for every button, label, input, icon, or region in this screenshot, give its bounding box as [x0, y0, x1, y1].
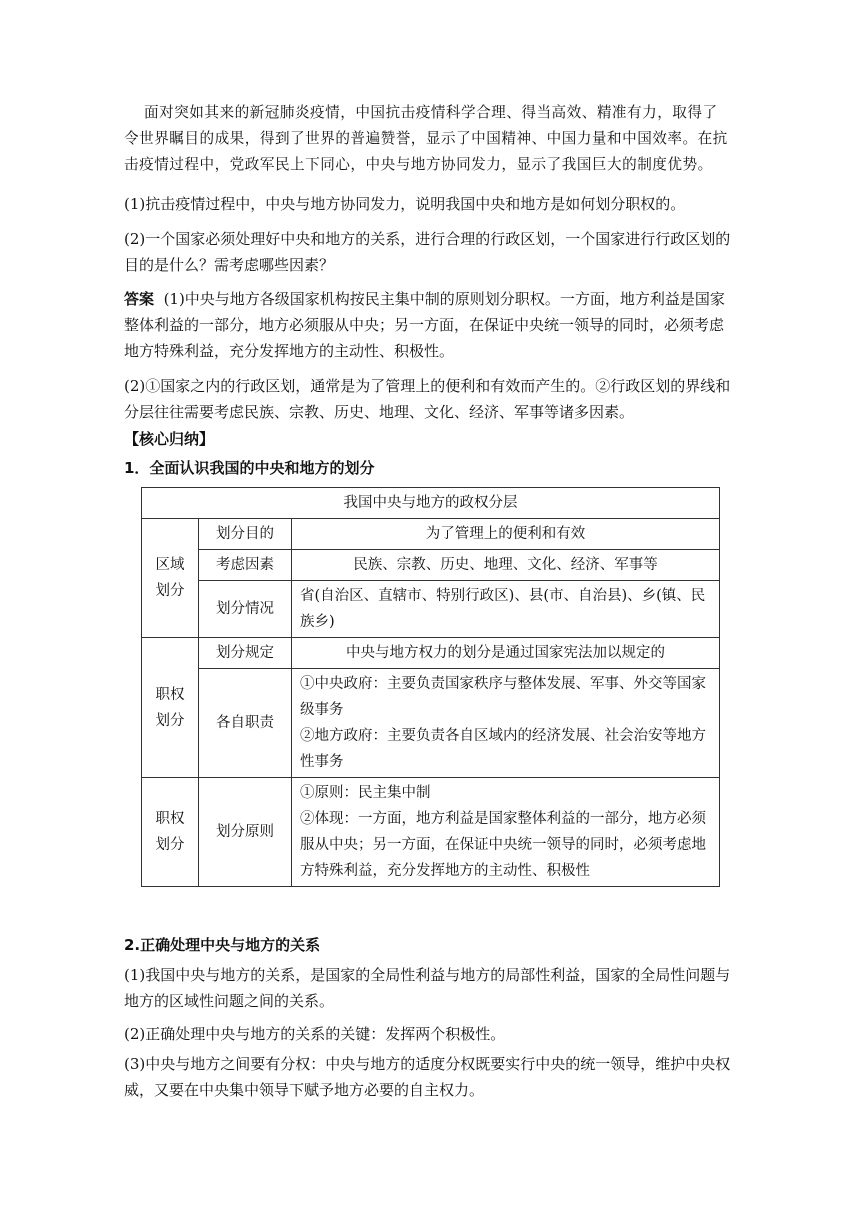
table-value-line: ②体现：一方面，地方利益是国家整体利益的一部分，地方必须 [300, 811, 706, 827]
table-row [142, 488, 720, 519]
table-value-line: ①原则：民主集中制 [300, 785, 431, 801]
section-1-heading: 1．全面认识我国的中央和地方的划分 [124, 459, 375, 477]
question-1 [124, 191, 764, 217]
table-key: 考虑因素 [199, 550, 292, 581]
table-value: 民族、宗教、历史、地理、文化、经济、军事等 [292, 550, 720, 581]
table-value-line: 方特殊利益，充分发挥地方的主动性、积极性 [300, 863, 590, 879]
table-value [292, 669, 720, 778]
table-key: 划分情况 [199, 581, 292, 638]
table-key: 划分目的 [199, 519, 292, 550]
answer-part-2 [124, 373, 764, 425]
answer-line [124, 286, 764, 312]
answer-label: 答案 [124, 290, 155, 308]
table-key: 划分规定 [199, 638, 292, 669]
answer-text: 整体利益的一部分，地方必须服从中央；另一方面，在保证中央统一领导的同时，必须考虑 [124, 316, 725, 334]
table-value [292, 778, 720, 887]
core-heading: 【核心归纳】 [124, 430, 215, 448]
answer-text: 分层往往需要考虑民族、宗教、历史、地理、文化、经济、军事等诸多因素。 [124, 403, 635, 421]
table-value-line: 省(自治区、直辖市、特别行政区)、县(市、自治县)、乡(镇、民 [300, 588, 706, 604]
table-value [292, 581, 720, 638]
answer-text: (1)中央与地方各级国家机构按民主集中制的原则划分职权。一方面，地方利益是国家 [163, 290, 725, 308]
table-value-line: 级事务 [300, 702, 344, 718]
question-2-text: (2)一个国家必须处理好中央和地方的关系，进行合理的行政区划，一个国家进行行政区划的 [124, 230, 731, 248]
table-row [142, 550, 720, 581]
answer-text: 地方特殊利益，充分发挥地方的主动性、积极性。 [124, 342, 455, 360]
section-2-point-3 [124, 1051, 764, 1103]
power-label: 职权划分 [142, 778, 199, 887]
intro-line: 面对突如其来的新冠肺炎疫情，中国抗击疫情科学合理、得当高效、精准有力，取得了 [144, 104, 718, 121]
section-2-point-2 [124, 1021, 505, 1047]
question-1-text: (1)抗击疫情过程中，中央与地方协同发力，说明我国中央和地方是如何划分职权的。 [124, 195, 686, 213]
table-value-line: 族乡) [300, 614, 335, 630]
section-2-heading: 2.正确处理中央与地方的关系 [124, 936, 321, 954]
answer-part-1 [124, 286, 764, 364]
intro-paragraph [124, 100, 744, 178]
section-2-text: 威，又要在中央集中领导下赋予地方必要的自主权力。 [124, 1081, 485, 1099]
power-label: 职权划分 [142, 638, 199, 778]
intro-line: 令世界瞩目的成果，得到了世界的普遍赞誉，显示了中国精神、中国力量和中国效率。在抗 [124, 130, 728, 147]
table-value-line: 服从中央；另一方面，在保证中央统一领导的同时，必须考虑地 [300, 837, 706, 853]
answer-text: (2)①国家之内的行政区划，通常是为了管理上的便利和有效而产生的。②行政区划的界线和 [124, 377, 731, 395]
section-2-text: (1)我国中央与地方的关系，是国家的全局性利益与地方的局部性利益，国家的全局性问题与 [124, 966, 731, 984]
question-2-text: 目的是什么？需考虑哪些因素？ [124, 256, 335, 274]
table-value-line: ①中央政府：主要负责国家秩序与整体发展、军事、外交等国家 [300, 676, 706, 692]
table-value: 中央与地方权力的划分是通过国家宪法加以规定的 [292, 638, 720, 669]
section-2-text: (3)中央与地方之间要有分权：中央与地方的适度分权既要实行中央的统一领导，维护中央权 [124, 1055, 731, 1073]
question-2 [124, 226, 764, 278]
table-title: 我国中央与地方的政权分层 [142, 488, 720, 519]
table-row [142, 581, 720, 638]
section-2-text: (2)正确处理中央与地方的关系的关键：发挥两个积极性。 [124, 1025, 506, 1043]
table-key: 各自职责 [199, 669, 292, 778]
table-row [142, 669, 720, 778]
table-value-line: 性事务 [300, 754, 344, 770]
table-value: 为了管理上的便利和有效 [292, 519, 720, 550]
table-row [142, 519, 720, 550]
intro-line: 击疫情过程中，党政军民上下同心，中央与地方协同发力，显示了我国巨大的制度优势。 [124, 156, 713, 173]
table-key: 划分原则 [199, 778, 292, 887]
section-2-text: 地方的区域性问题之间的关系。 [124, 992, 335, 1010]
table-row [142, 778, 720, 887]
region-label: 区域划分 [142, 519, 199, 638]
section-2-point-1 [124, 962, 764, 1014]
power-division-table [141, 487, 720, 887]
table-value-line: ②地方政府：主要负责各自区域内的经济发展、社会治安等地方 [300, 728, 706, 744]
table-row [142, 638, 720, 669]
